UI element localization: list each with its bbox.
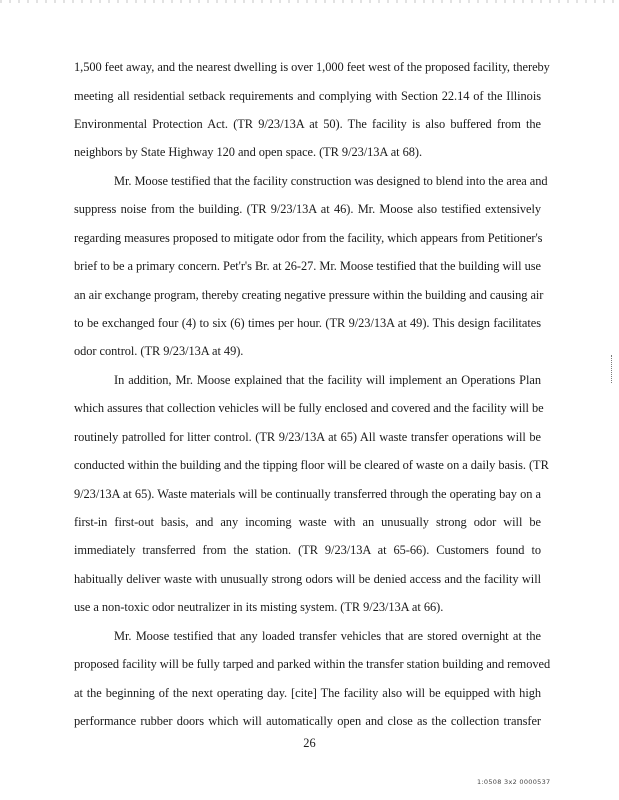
text-line: which assures that collection vehicles will be fully enclosed and covered and the facility will be: [74, 401, 544, 415]
scan-edge-artifact: [0, 0, 619, 3]
text-line: an air exchange program, thereby creating negative pressure within the building and causing air: [74, 288, 544, 302]
text-line: routinely patrolled for litter control. (TR 9/23/13A at 65) All waste transfer operations will be: [74, 430, 541, 444]
page-number: 26: [303, 736, 316, 750]
margin-mark: [611, 355, 613, 383]
paragraph-first-line: In addition, Mr. Moose explained that the facility will implement an Operations Plan: [114, 373, 541, 387]
text-line: odor control. (TR 9/23/13A at 49).: [74, 344, 244, 358]
text-line: neighbors by State Highway 120 and open space. (TR 9/23/13A at 68).: [74, 145, 422, 159]
text-line: use a non-toxic odor neutralizer in its misting system. (TR 9/23/13A at 66).: [74, 600, 444, 614]
text-line: conducted within the building and the tipping floor will be cleared of waste on a daily basis. (TR: [74, 458, 549, 472]
text-line: regarding measures proposed to mitigate odor from the facility, which appears from Petitioner's: [74, 231, 543, 245]
paragraph-first-line: Mr. Moose testified that the facility construction was designed to blend into the area and: [114, 174, 548, 188]
text-line: brief to be a primary concern. Pet'r's Br. at 26-27. Mr. Moose testified that the building will use: [74, 259, 541, 273]
text-line: Environmental Protection Act. (TR 9/23/13A at 50). The facility is also buffered from the: [74, 117, 541, 131]
text-line: suppress noise from the building. (TR 9/23/13A at 46). Mr. Moose also testified extensively: [74, 202, 541, 216]
text-line: to be exchanged four (4) to six (6) times per hour. (TR 9/23/13A at 49). This design facilitates: [74, 316, 541, 330]
text-line: performance rubber doors which will automatically open and close as the collection transfer: [74, 714, 541, 728]
text-line: immediately transferred from the station. (TR 9/23/13A at 65-66). Customers found to: [74, 543, 541, 557]
text-line: habitually deliver waste with unusually strong odors will be denied access and the facility will: [74, 572, 541, 586]
text-line: 9/23/13A at 65). Waste materials will be continually transferred through the operating bay on a: [74, 487, 541, 501]
text-line: proposed facility will be fully tarped and parked within the transfer station building and removed: [74, 657, 551, 671]
text-line: 1,500 feet away, and the nearest dwelling is over 1,000 feet west of the proposed facility, thereby: [74, 60, 550, 74]
bates-number: 1:0508 3x2 0000537: [477, 778, 551, 786]
paragraph-first-line: Mr. Moose testified that any loaded transfer vehicles that are stored overnight at the: [114, 629, 541, 643]
text-line: first-in first-out basis, and any incoming waste with an unusually strong odor will be: [74, 515, 541, 529]
text-line: meeting all residential setback requirements and complying with Section 22.14 of the Illinois: [74, 89, 541, 103]
text-line: at the beginning of the next operating day. [cite] The facility also will be equipped with high: [74, 686, 541, 700]
